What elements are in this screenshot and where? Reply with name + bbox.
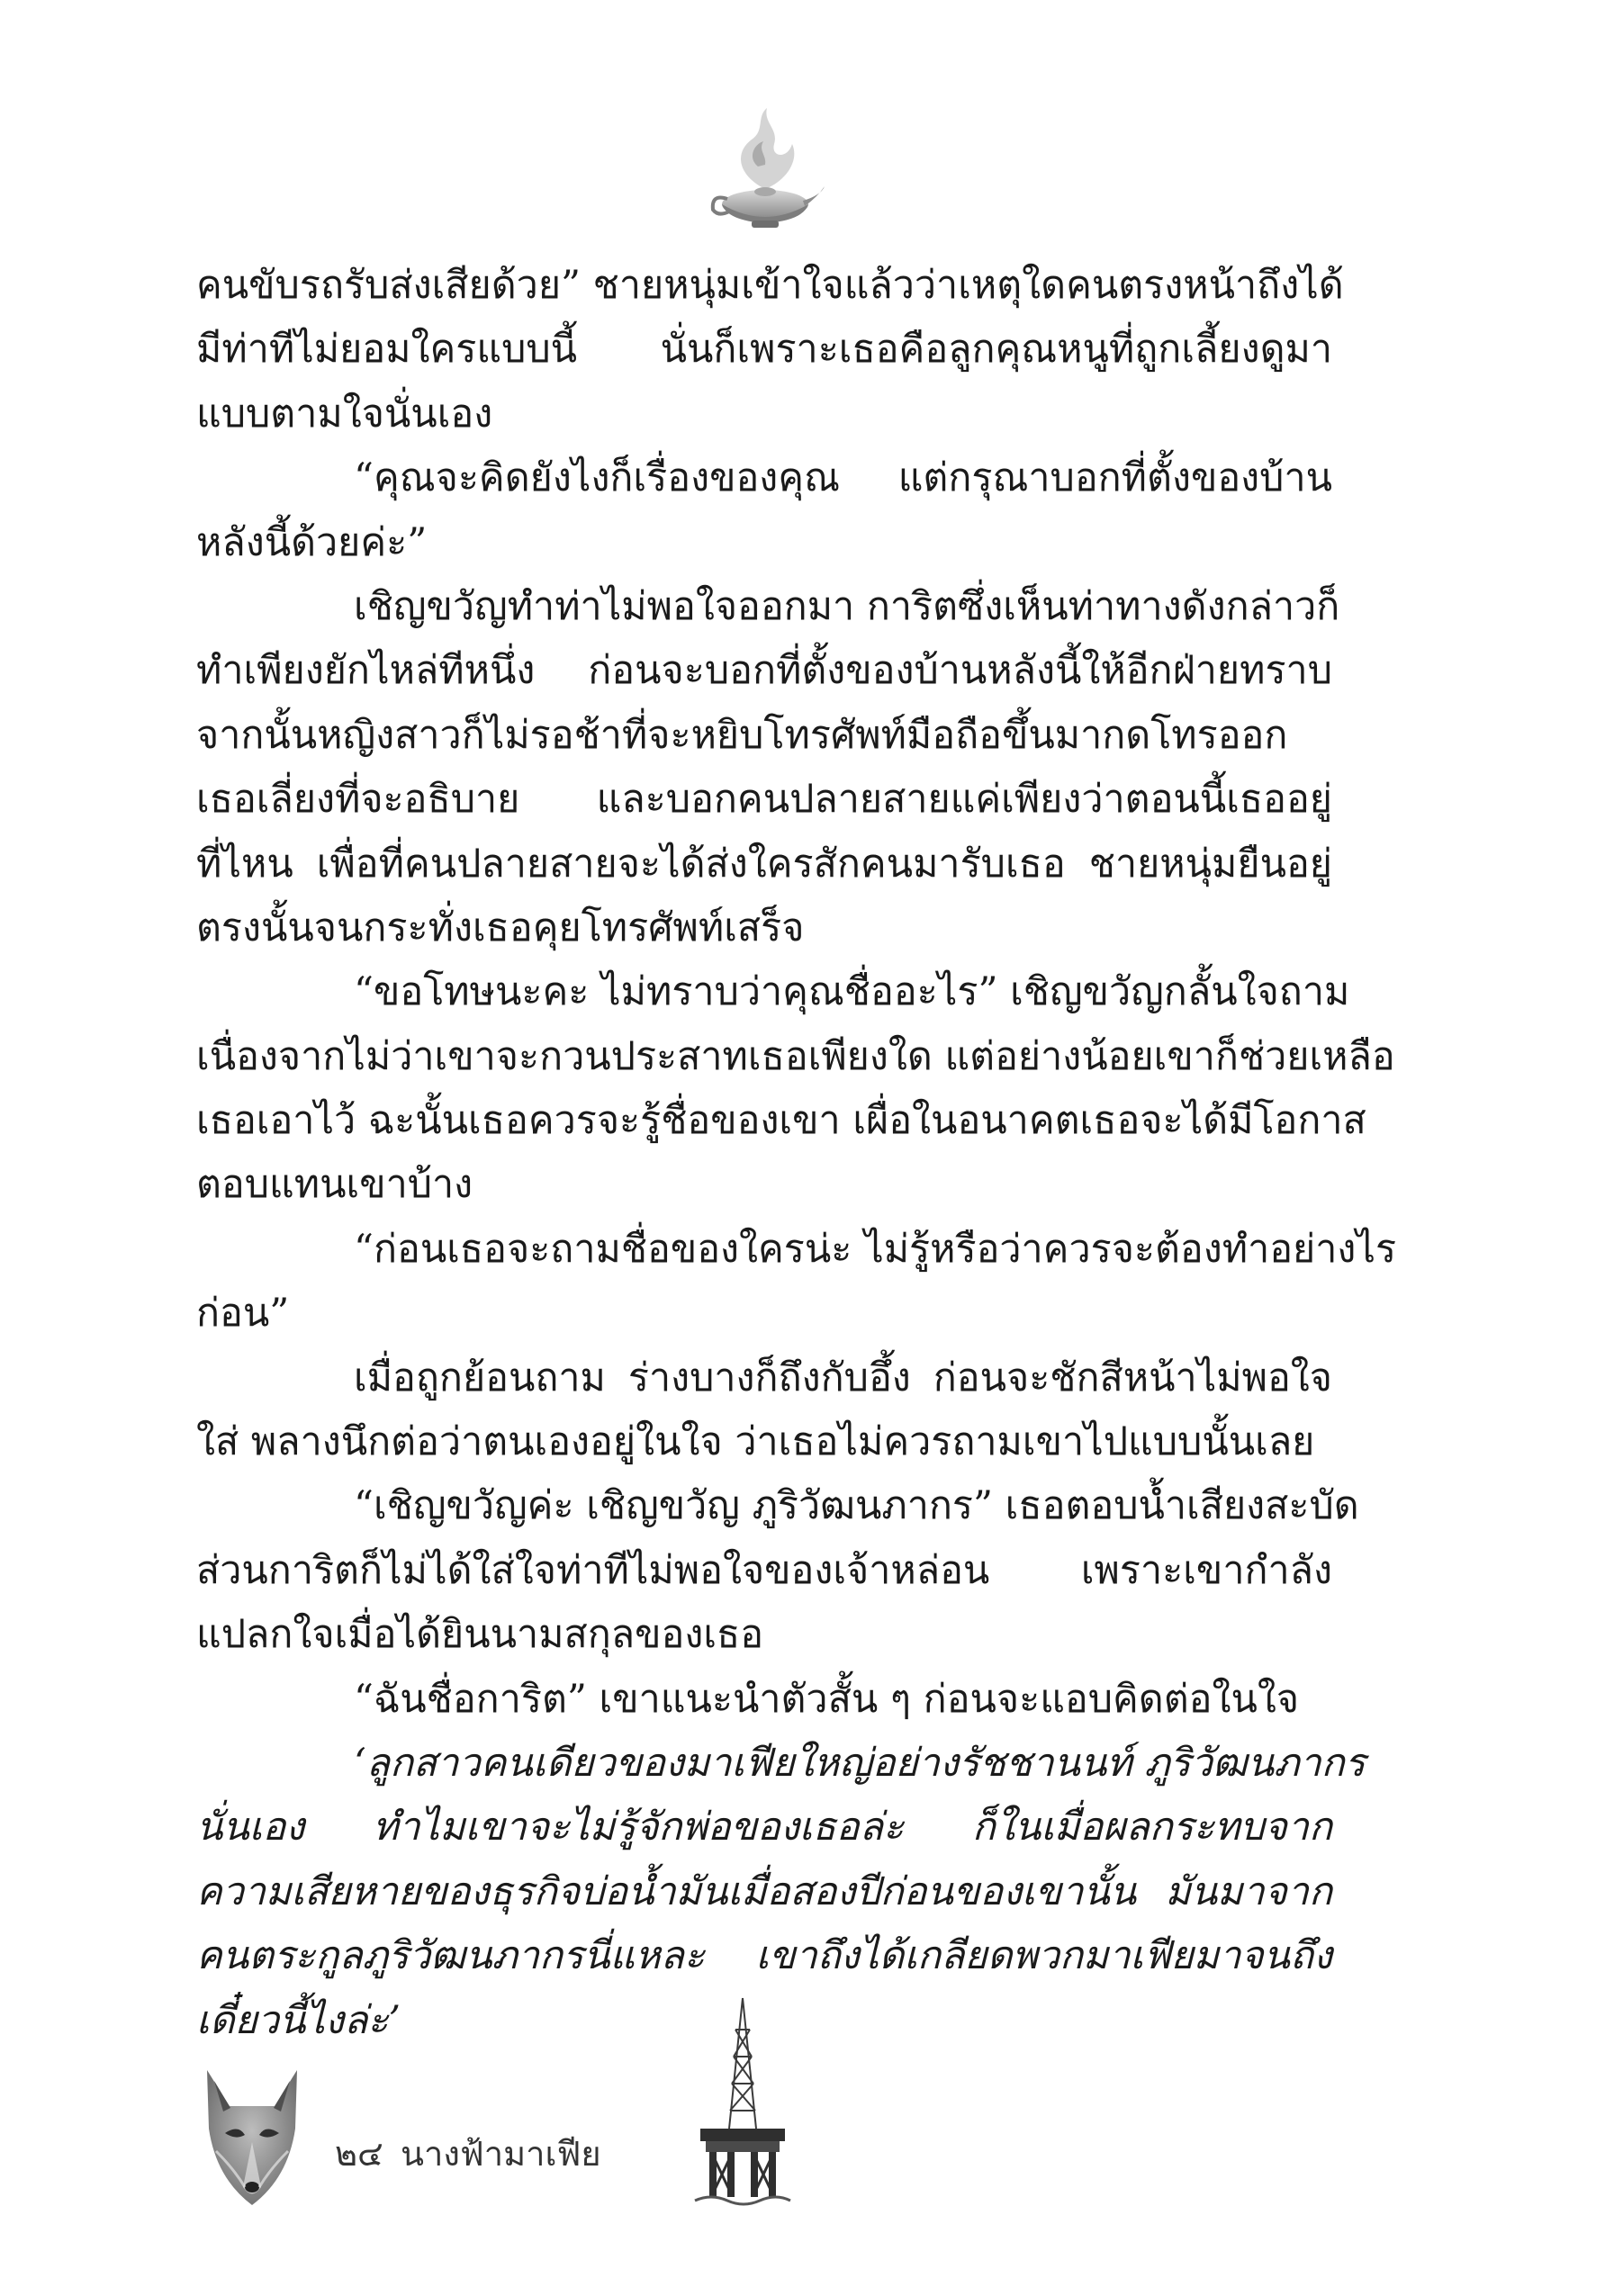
body-text (196, 254, 1397, 2053)
text-line: “เชิญขวัญค่ะ เชิญขวัญ ภูริวัฒนภากร” เธอตอบน้ำเสียงสะบัด (354, 1483, 1359, 1529)
text-line: ตรงนั้นจนกระทั่งเธอคุยโทรศัพท์เสร็จ (196, 905, 805, 950)
text-line: มีท่าทีไม่ยอมใครแบบนี้ นั่นก็เพราะเธอคือลูกคุณหนูที่ถูกเลี้ยงดูมา (196, 327, 1332, 373)
genie-lamp-icon (702, 104, 828, 239)
text-line: “ฉันชื่อการิต” เขาแนะนำตัวสั้น ๆ ก่อนจะแอบคิดต่อในใจ (354, 1676, 1300, 1722)
text-line: นั่นเอง ทำไมเขาจะไม่รู้จักพ่อของเธอล่ะ ก็ในเมื่อผลกระทบจาก (196, 1805, 1332, 1850)
text-line: จากนั้นหญิงสาวก็ไม่รอช้าที่จะหยิบโทรศัพท์มือถือขึ้นมากดโทรออก (196, 712, 1288, 758)
text-line: “ขอโทษนะคะ ไม่ทราบว่าคุณชื่ออะไร” เชิญขวัญกลั้นใจถาม (354, 969, 1350, 1015)
text-line: เมื่อถูกย้อนถาม ร่างบางก็ถึงกับอึ้ง ก่อนจะชักสีหน้าไม่พอใจ (354, 1355, 1332, 1400)
text-line: ตอบแทนเขาบ้าง (196, 1162, 473, 1208)
text-line: หลังนี้ด้วยค่ะ” (196, 519, 428, 565)
text-line: ทำเพียงยักไหล่ทีหนึ่ง ก่อนจะบอกที่ตั้งของบ้านหลังนี้ให้อีกฝ่ายทราบ (196, 648, 1332, 694)
text-line: เนื่องจากไม่ว่าเขาจะกวนประสาทเธอเพียงใด แต่อย่างน้อยเขาก็ช่วยเหลือ (196, 1033, 1395, 1079)
text-line: “ก่อนเธอจะถามชื่อของใครน่ะ ไม่รู้หรือว่าควรจะต้องทำอย่างไร (354, 1226, 1397, 1272)
text-line: “คุณจะคิดยังไงก็เรื่องของคุณ แต่กรุณาบอกที่ตั้งของบ้าน (354, 455, 1332, 501)
text-line: แปลกใจเมื่อได้ยินนามสกุลของเธอ (196, 1612, 764, 1658)
text-line: คนขับรถรับส่งเสียด้วย” ชายหนุ่มเข้าใจแล้วว่าเหตุใดคนตรงหน้าถึงได้ (196, 263, 1344, 308)
text-line: เธอเอาไว้ ฉะนั้นเธอควรจะรู้ชื่อของเขา เผื่อในอนาคตเธอจะได้มีโอกาส (196, 1098, 1366, 1144)
text-line: ใส่ พลางนึกต่อว่าตนเองอยู่ในใจ ว่าเธอไม่ควรถามเขาไปแบบนั้นเลย (196, 1419, 1315, 1465)
text-line: ความเสียหายของธุรกิจบ่อน้ำมันเมื่อสองปีก่อนของเขานั้น มันมาจาก (196, 1868, 1332, 1914)
text-line: ‘ลูกสาวคนเดียวของมาเฟียใหญ่อย่างรัชชานนท์ ภูริวัฒนภากร (354, 1740, 1366, 1786)
text-line: ที่ไหน เพื่อที่คนปลายสายจะได้ส่งใครสักคนมารับเธอ ชายหนุ่มยืนอยู่ (196, 841, 1332, 887)
book-title: นางฟ้ามาเฟีย (401, 2134, 601, 2174)
text-line: เชิญขวัญทำท่าไม่พอใจออกมา การิตซึ่งเห็นท่าทางดังกล่าวก็ (354, 583, 1340, 629)
page-footer (0, 2043, 1605, 2223)
fox-icon (189, 2052, 315, 2210)
page-number: ๒๔ (335, 2134, 383, 2174)
text-line: เธอเลี่ยงที่จะอธิบาย และบอกคนปลายสายแค่เพียงว่าตอนนี้เธออยู่ (196, 777, 1332, 823)
text-line: ก่อน” (196, 1291, 290, 1337)
text-line: เดี๋ยวนี้ไงล่ะ’ (196, 1997, 401, 2043)
text-line: แบบตามใจนั่นเอง (196, 391, 493, 437)
oil-rig-icon (693, 1994, 792, 2210)
text-line: คนตระกูลภูริวัฒนภากรนี่แหละ เขาถึงได้เกลียดพวกมาเฟียมาจนถึง (196, 1933, 1332, 1979)
text-line: ส่วนการิตก็ไม่ได้ใส่ใจท่าทีไม่พอใจของเจ้าหล่อน เพราะเขากำลัง (196, 1547, 1332, 1593)
